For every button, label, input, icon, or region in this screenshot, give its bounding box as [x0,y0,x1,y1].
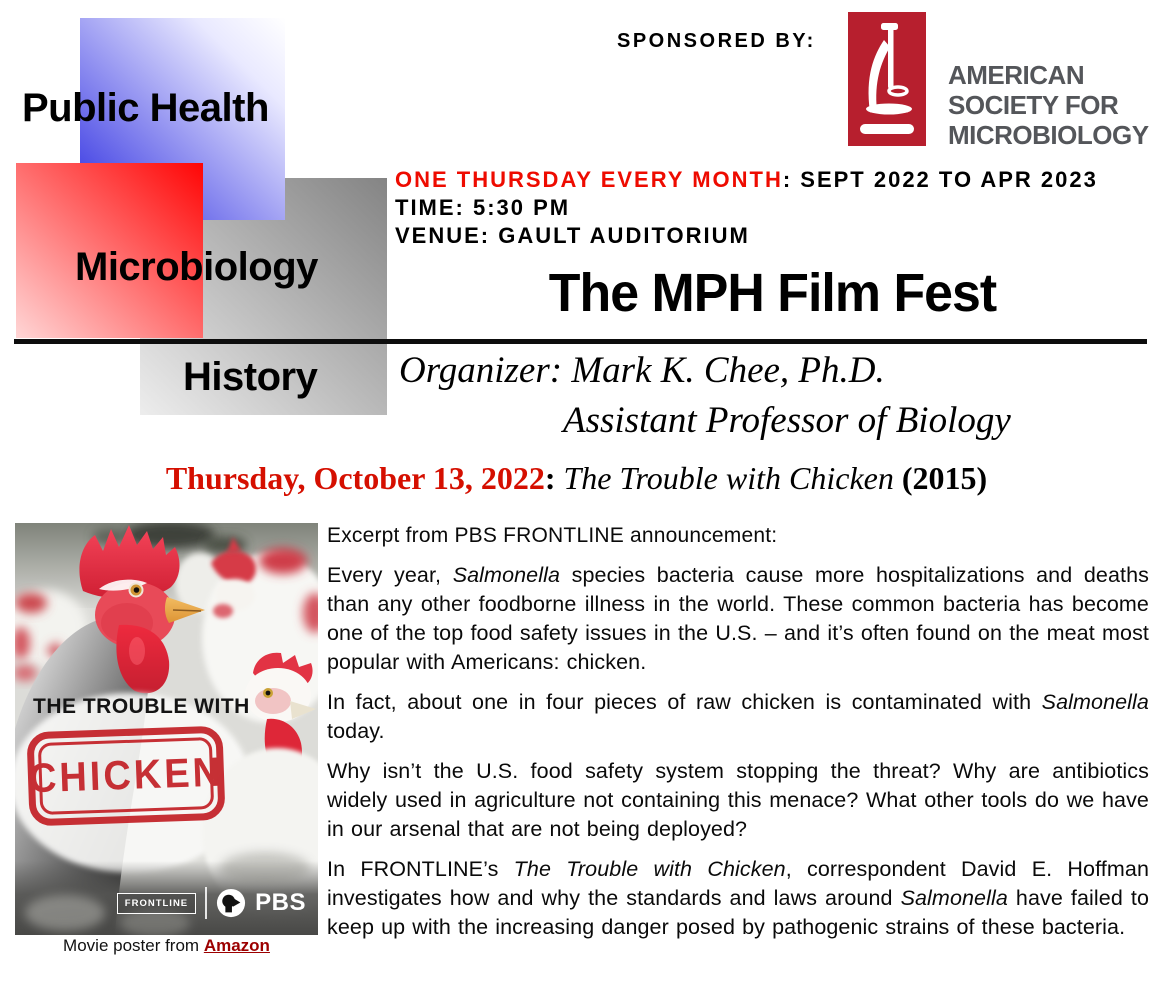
schedule-venue: VENUE: GAULT AUDITORIUM [395,223,750,248]
asm-name-line: MICROBIOLOGY [948,120,1149,150]
microbiology-label: Microbiology [75,245,318,289]
caption-text: Movie poster from [63,936,200,955]
body-paragraph: Every year, Salmonella species bacteria cause more hospitalizations and deaths than any other foodborne illness in the world. These common bacteria has become one of the top food safety issues in the U.S. – and it’s often found on the meat most popular with Americans: chicken. [327,563,1150,674]
body-paragraph: In FRONTLINE’s The Trouble with Chicken, correspondent David E. Hoffman investigates how and why the standards and laws around Salmonella have failed to keep up with the increasing danger posed by pathogenic strains of these bacteria. [327,857,1149,939]
screening-line [0,460,1153,497]
pbs-logo-text: PBS [255,889,306,916]
screening-date: Thursday, October 13, 2022 [165,460,545,496]
chicken-stamp [26,726,225,827]
movie-poster [15,523,318,935]
pbs-head-icon [216,888,246,918]
asm-logo [848,12,926,146]
announcement-intro: Excerpt from PBS FRONTLINE announcement: [327,524,778,547]
screening-film-title: The Trouble with Chicken [563,460,894,496]
schedule-months-line [395,166,1098,194]
chicken-stamp-text: CHICKEN [28,749,224,802]
announcement-paragraphs [327,561,1149,942]
schedule-block [395,166,1098,250]
announcement-block [327,524,1149,953]
schedule-highlight: ONE THURSDAY EVERY MONTH [395,167,783,192]
frontline-logo: FRONTLINE [117,893,196,914]
poster-logo-row [15,887,318,919]
microscope-icon [848,12,926,146]
schedule-dates: : SEPT 2022 TO APR 2023 [782,167,1098,192]
asm-name-line: AMERICAN [948,60,1085,90]
asm-name [948,60,1149,150]
chicken-stamp-inner [28,737,224,815]
poster-title-text: THE TROUBLE WITH [33,695,250,718]
screening-separator: : [544,460,564,496]
organizer-line: Organizer: Mark K. Chee, Ph.D. [399,350,885,391]
sponsored-by-label: SPONSORED BY: [617,30,816,52]
schedule-time: TIME: 5:30 PM [395,195,571,220]
asm-name-line: SOCIETY FOR [948,90,1119,120]
history-label: History [183,355,318,399]
amazon-link[interactable]: Amazon [203,936,270,955]
page-title: The MPH Film Fest [548,263,997,323]
body-paragraph: Why isn’t the U.S. food safety system stopping the threat? Why are antibiotics widely used in agriculture not containing this menace? What other tools do we have in our arsenal that are not being deployed? [327,759,1149,841]
body-paragraph: In fact, about one in four pieces of raw chicken is contaminated with Salmonella today. [327,690,1149,743]
public-health-label: Public Health [22,86,269,130]
poster-caption [15,936,318,956]
divider-line [14,339,1147,344]
logo-separator [205,887,207,919]
screening-year: (2015) [893,460,988,496]
organizer-title-line: Assistant Professor of Biology [563,400,1011,441]
